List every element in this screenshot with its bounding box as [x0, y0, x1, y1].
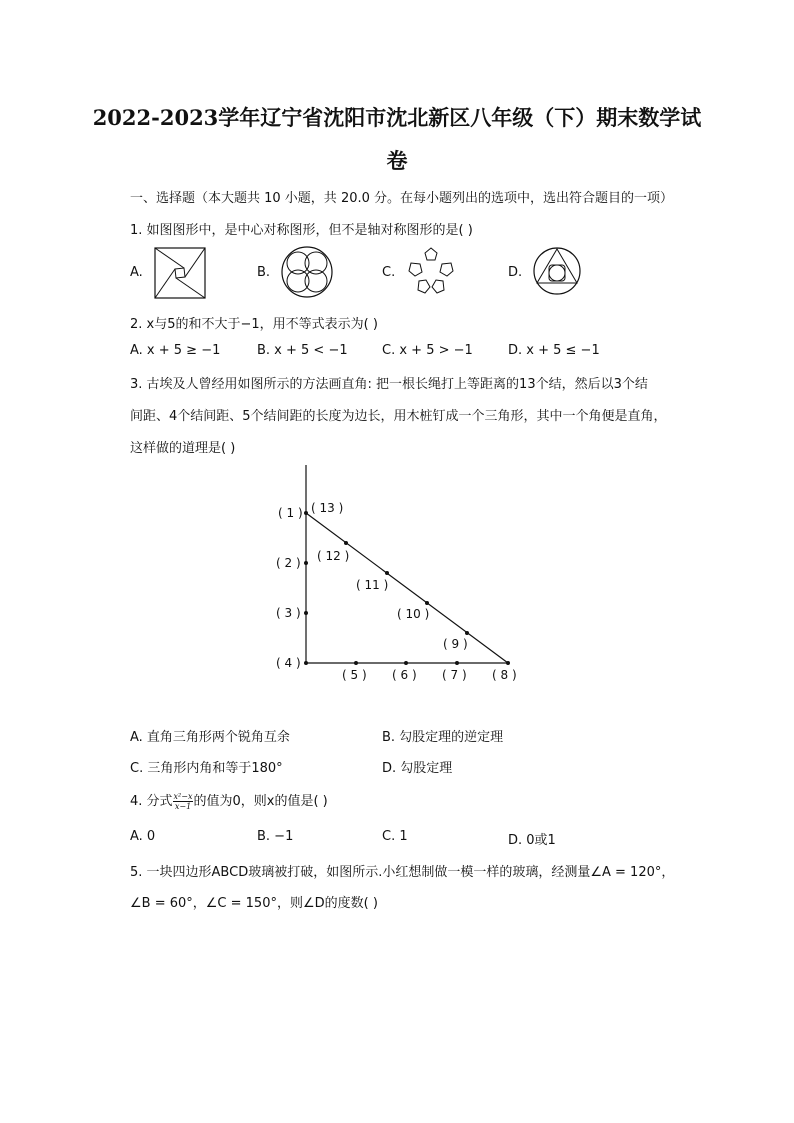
- exam-title-line2: 卷: [386, 148, 408, 173]
- q3-option-a: A. 直角三角形两个锐角互余: [130, 730, 290, 745]
- q3-stem-line1: 3. 古埃及人曾经用如图所示的方法画直角: 把一根长绳打上等距离的13个结，然后以3个结: [130, 377, 648, 392]
- q2-option-d: D. x + 5 ≤ −1: [508, 343, 600, 358]
- knot-label: ( 5 ): [342, 668, 367, 682]
- q3-knot-triangle-diagram: [260, 455, 540, 695]
- q4-stem: [130, 790, 328, 811]
- q4-option-d: D. 0或1: [508, 833, 556, 848]
- q2-option-c: C. x + 5 > −1: [382, 343, 473, 358]
- q5-stem-line1: 5. 一块四边形ABCD玻璃被打破，如图所示.小红想制做一模一样的玻璃，经测量∠A = 120°，: [130, 865, 675, 880]
- q1-figure-a-pinwheel: [154, 247, 206, 299]
- q2-option-b: B. x + 5 < −1: [257, 343, 348, 358]
- section-header: 一、选择题（本大题共 10 小题，共 20.0 分。在每小题列出的选项中，选出符合题目的一项）: [130, 191, 674, 206]
- knot-label: ( 8 ): [492, 668, 517, 682]
- q1-option-a-label: A.: [130, 265, 143, 280]
- knot-label: ( 4 ): [276, 656, 301, 670]
- q4-option-a: A. 0: [130, 829, 156, 844]
- q2-stem: 2. x与5的和不大于−1，用不等式表示为( ): [130, 317, 378, 332]
- q3-option-d: D. 勾股定理: [382, 761, 453, 776]
- knot-label: ( 9 ): [443, 637, 468, 651]
- knot-label: ( 3 ): [276, 606, 301, 620]
- q4-stem-prefix: 4. 分式: [130, 794, 173, 809]
- q1-stem: 1. 如图图形中，是中心对称图形，但不是轴对称图形的是( ): [130, 223, 473, 238]
- q1-option-d-label: D.: [508, 265, 523, 280]
- knot-label: ( 7 ): [442, 668, 467, 682]
- q3-option-c: C. 三角形内角和等于180°: [130, 761, 283, 776]
- q4-fraction: [173, 792, 194, 811]
- knot-label: ( 13 ): [311, 501, 344, 515]
- q1-figure-c-pentagons: [406, 246, 456, 296]
- q4-fraction-denominator: x−1: [174, 802, 192, 811]
- knot-label: ( 1 ): [278, 506, 303, 520]
- knot-label: ( 6 ): [392, 668, 417, 682]
- q5-stem-line2: ∠B = 60°，∠C = 150°，则∠D的度数( ): [130, 896, 378, 911]
- knot-label: ( 11 ): [356, 578, 389, 592]
- knot-label: ( 10 ): [397, 607, 430, 621]
- q1-option-b-label: B.: [257, 265, 271, 280]
- exam-title-line1: 2022-2023学年辽宁省沈阳市沈北新区八年级（下）期末数学试: [92, 105, 702, 130]
- q1-figure-d-circle-triangle: [532, 246, 582, 296]
- q4-fraction-numerator: x²−x: [173, 792, 193, 801]
- q1-figure-b-circle-petals: [280, 245, 334, 299]
- knot-label: ( 12 ): [317, 549, 350, 563]
- q4-stem-suffix: 的值为0，则x的值是( ): [193, 794, 328, 809]
- q2-option-a: A. x + 5 ≥ −1: [130, 343, 221, 358]
- q1-option-c-label: C.: [382, 265, 396, 280]
- q3-option-b: B. 勾股定理的逆定理: [382, 730, 504, 745]
- q4-option-b: B. −1: [257, 829, 294, 844]
- knot-label: ( 2 ): [276, 556, 301, 570]
- q3-stem-line3: 这样做的道理是( ): [130, 441, 236, 456]
- q4-option-c: C. 1: [382, 829, 408, 844]
- q3-stem-line2: 间距、4个结间距、5个结间距的长度为边长，用木桩钉成一个三角形，其中一个角便是直角，: [130, 409, 667, 424]
